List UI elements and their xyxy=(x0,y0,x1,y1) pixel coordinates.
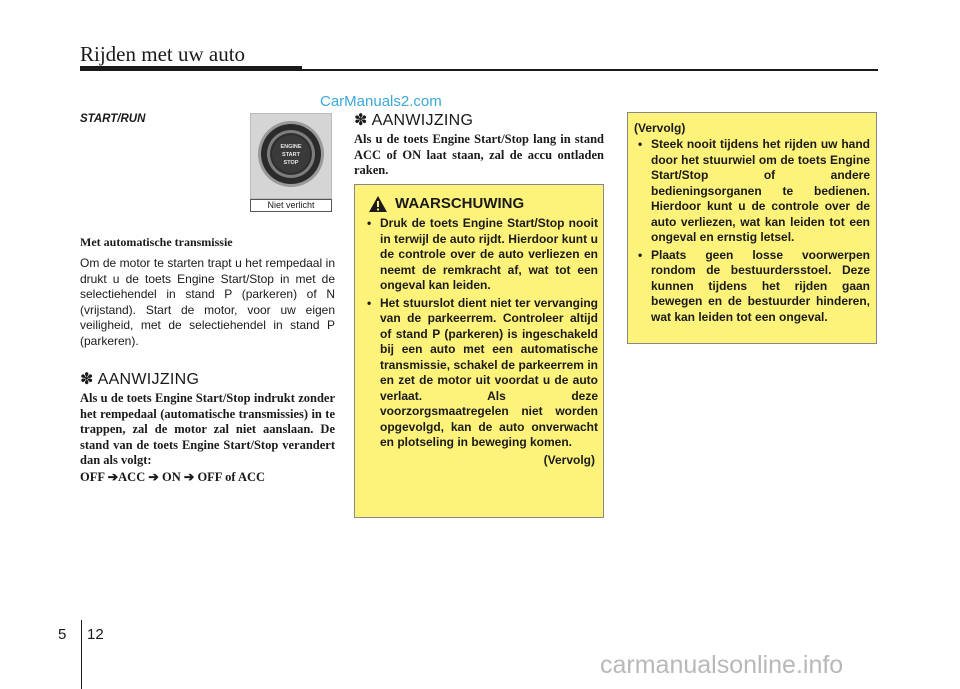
svg-text:ENGINE: ENGINE xyxy=(280,144,302,150)
sequence-step: ACC xyxy=(118,469,146,484)
arrow-right-icon: ➔ xyxy=(107,469,119,484)
arrow-right-icon: ➔ xyxy=(183,469,195,484)
state-sequence xyxy=(80,469,335,485)
subheading-automatic: Met automatische transmissie xyxy=(80,235,233,249)
arrow-right-icon: ➔ xyxy=(148,469,159,484)
chapter-number: 5 xyxy=(58,626,67,643)
warning-heading xyxy=(369,195,598,212)
start-procedure-paragraph: Om de motor te starten trapt u het rempedaal in drukt u de toets Engine Start/Stop in met de selectiehendel in stand P (parkeren) of N (vrijstand). Start de motor, voor uw eigen veiligheid, met de selectiehendel in stand P (parkeren). xyxy=(80,256,335,348)
sequence-step: ON xyxy=(161,469,181,484)
column-1-body xyxy=(80,235,335,485)
running-header: Rijden met uw auto xyxy=(80,42,246,66)
asterisk-icon: ✽ xyxy=(354,112,368,129)
header-rule xyxy=(80,69,878,71)
engine-button-figure xyxy=(250,113,332,211)
figure-caption: Niet verlicht xyxy=(250,199,332,212)
warning-continued-box xyxy=(627,112,877,344)
warning-item: • Plaats geen losse voorwerpen rondom de bestuurdersstoel. Deze kunnen tijdens het rijden gaan bewegen en de bestuurder hinderen, wat kan leiden tot een ongeval. xyxy=(634,248,870,326)
asterisk-icon: ✽ xyxy=(80,371,94,388)
note-body: Als u de toets Engine Start/Stop indrukt zonder het rempedaal (automatische transmissies) in te trappen, zal de motor zal niet aanslaan. De stand van de toets Engine Start/Stop verandert dan als volgt: xyxy=(80,391,335,467)
continued-header: (Vervolg) xyxy=(634,121,686,135)
svg-text:START: START xyxy=(282,152,300,158)
note-body-2: Als u de toets Engine Start/Stop lang in stand ACC of ON laat staan, zal de accu ontladen raken. xyxy=(354,132,604,177)
sequence-step: OFF xyxy=(80,469,105,484)
page-number: 12 xyxy=(87,626,104,643)
svg-text:STOP: STOP xyxy=(283,160,299,166)
continued-list xyxy=(634,137,870,325)
note-heading xyxy=(80,369,335,389)
watermark-bottom: carmanualsonline.info xyxy=(600,651,844,679)
sequence-step: OFF of ACC xyxy=(197,469,266,484)
warning-triangle-icon xyxy=(369,196,387,212)
warning-list xyxy=(363,216,598,451)
continued-label: (Vervolg) xyxy=(543,452,595,467)
warning-title: WAARSCHUWING xyxy=(395,195,525,212)
watermark-top: CarManuals2.com xyxy=(320,93,442,110)
note-title-2: AANWIJZING xyxy=(371,112,474,129)
note-title: AANWIJZING xyxy=(97,371,200,388)
warning-box xyxy=(354,184,604,518)
engine-start-button-icon xyxy=(251,114,331,198)
column-2-top xyxy=(354,110,604,179)
warning-item: • Druk de toets Engine Start/Stop nooit in terwijl de auto rijdt. Hierdoor kunt u de controle over de auto verliezen en neemt de remkracht af, wat tot een ongeval kan leiden. xyxy=(363,216,598,294)
warning-item: • Het stuurslot dient niet ter vervanging van de parkeerrem. Controleer altijd of stand P (parkeren) is ingeschakeld bij een auto met een automatische transmissie, schakel de parkeerrem in en zet de motor uit voordat u de auto verlaat. Als deze voorzorgsmaatregelen niet worden opgevolgd, kan de auto onverwacht en plotseling in beweging komen. xyxy=(363,296,598,451)
footer-divider xyxy=(81,620,82,689)
note-heading-2 xyxy=(354,110,604,130)
warning-item: • Steek nooit tijdens het rijden uw hand door het stuurwiel om de toets Engine Start/Stop of andere bedieningsorganen te bedienen. Hierdoor kunt u de controle over de auto verliezen, wat kan leiden tot een ongeval en ernstig letsel. xyxy=(634,137,870,246)
section-label: START/RUN xyxy=(80,113,146,125)
engine-button-image xyxy=(250,113,332,199)
